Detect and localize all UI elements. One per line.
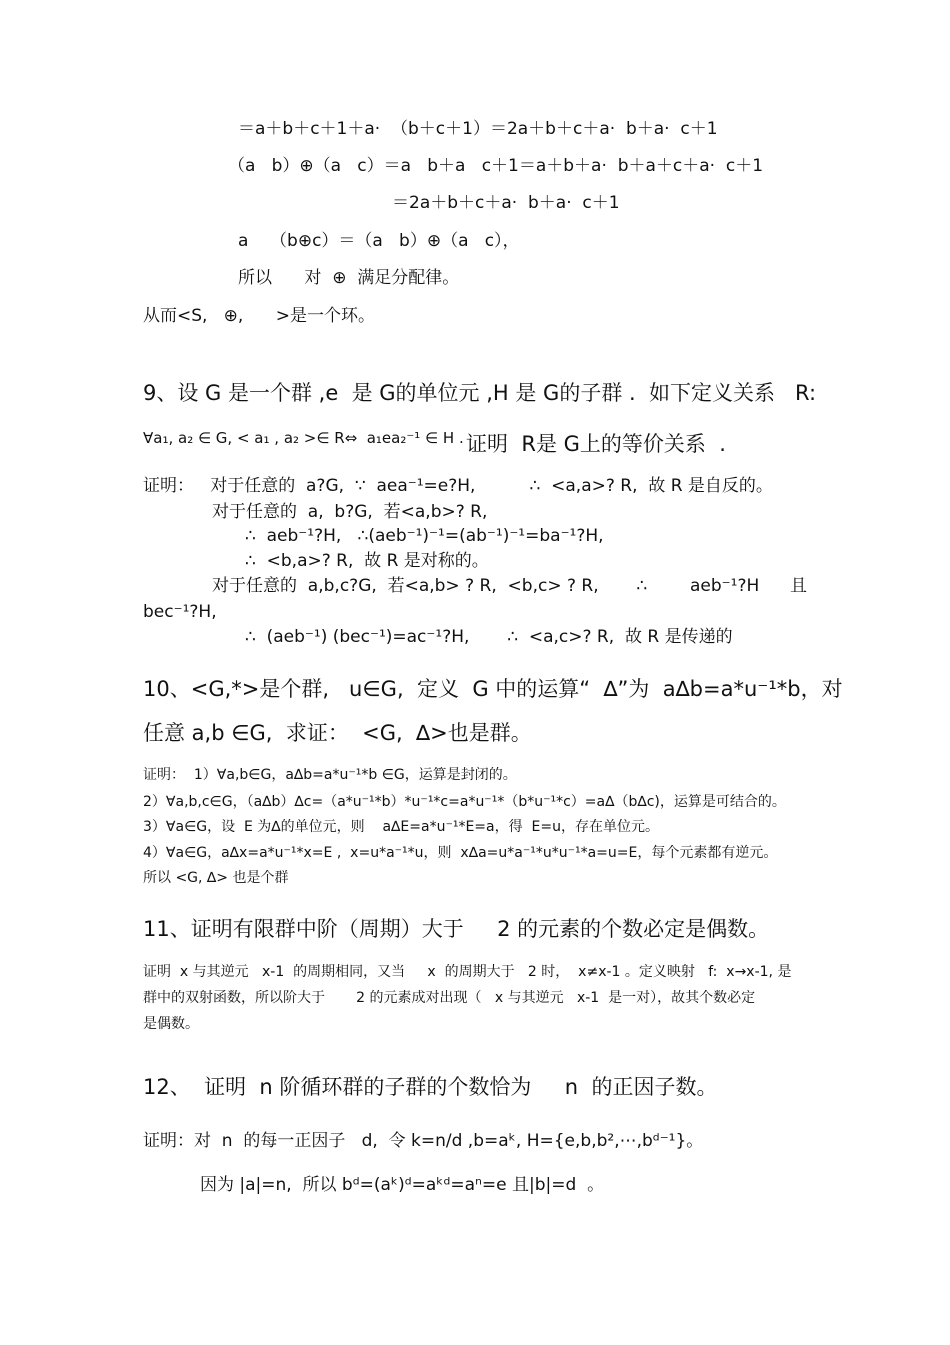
problem-9-relation: ∀a₁, a₂ ∈ G, < a₁ , a₂ >∈ R⇔ a₁ea₂⁻¹ ∈ H . xyxy=(143,429,464,447)
proof-12-line-1: 证明：对 n 的每一正因子 d, 令 k=n/d ,b=aᵏ, H={e,b,b²,⋯,bᵈ⁻¹}。 xyxy=(143,1131,704,1151)
proof-9-transitive-1b: aeb⁻¹?H xyxy=(690,576,760,596)
proof-9-transitive-1c: 且 xyxy=(790,576,807,596)
equation-line-1: ＝a＋b＋c＋1＋a· （b＋c＋1）＝2a＋b＋c＋a· b＋a· c＋1 xyxy=(238,119,718,139)
proof-10-identity: 3）∀a∈G，设 E 为∆的单位元，则 a∆E=a*u⁻¹*E=a，得 E=u，存在单位元。 xyxy=(143,819,659,835)
problem-10-heading-1: 10、<G,*>是个群, u∈G, 定义 G 中的运算“ ∆”为 a∆b=a*u⁻¹*b，对 xyxy=(143,677,843,701)
proof-12-line-2: 因为 |a|=n, 所以 bᵈ=(aᵏ)ᵈ=aᵏᵈ=aⁿ=e 且|b|=d 。 xyxy=(200,1175,605,1195)
proof-9-symmetric-3: ∴ <b,a>? R, 故 R 是对称的。 xyxy=(245,551,489,571)
problem-10-heading-2: 任意 a,b ∈G, 求证： <G, ∆>也是群。 xyxy=(143,721,532,745)
proof-10-conclusion: 所以 <G, ∆> 也是个群 xyxy=(143,870,289,886)
proof-11-line-1: 证明 x 与其逆元 x-1 的周期相同，又当 x 的周期大于 2 时， x≠x-1 。定义映射 f: x→x-1, 是 xyxy=(143,964,792,980)
equation-line-3: ＝2a＋b＋c＋a· b＋a· c＋1 xyxy=(392,193,620,213)
proof-9-transitive-1: 对于任意的 a,b,c?G, 若<a,b> ? R, <b,c> ? R, ∴ xyxy=(212,576,648,596)
proof-9-transitive-2: bec⁻¹?H, xyxy=(143,602,217,622)
proof-10-inverse: 4）∀a∈G，a∆x=a*u⁻¹*x=E , x=u*a⁻¹*u，则 x∆a=u*a⁻¹*u*u⁻¹*a=u=E，每个元素都有逆元。 xyxy=(143,845,778,861)
proof-9-symmetric-2: ∴ aeb⁻¹?H, ∴(aeb⁻¹)⁻¹=(ab⁻¹)⁻¹=ba⁻¹?H, xyxy=(245,526,604,546)
proof-10-associative: 2）∀a,b,c∈G，（a∆b）∆c=（a*u⁻¹*b）*u⁻¹*c=a*u⁻¹*（b*u⁻¹*c）=a∆（b∆c)，运算是可结合的。 xyxy=(143,794,786,810)
problem-11-heading: 11、证明有限群中阶（周期）大于 2 的元素的个数必定是偶数。 xyxy=(143,917,770,941)
problem-9-heading: 9、设 G 是一个群 ,e 是 G的单位元 ,H 是 G的子群 . 如下定义关系 R: xyxy=(143,381,817,405)
distributive-conclusion: 所以 对 ⊕ 满足分配律。 xyxy=(238,268,460,288)
equation-line-2: （a b）⊕（a c）＝a b＋a c＋1＝a＋b＋a· b＋a＋c＋a· c＋1 xyxy=(228,156,764,176)
equation-line-4: a （b⊕c）＝（a b）⊕（a c）， xyxy=(238,231,520,251)
proof-10-closure: 证明： 1）∀a,b∈G，a∆b=a*u⁻¹*b ∈G，运算是封闭的。 xyxy=(143,767,517,783)
proof-11-line-3: 是偶数。 xyxy=(143,1016,199,1032)
proof-11-line-2: 群中的双射函数，所以阶大于 2 的元素成对出现（ x 与其逆元 x-1 是一对），故其个数必定 xyxy=(143,990,756,1006)
proof-9-symmetric-1: 对于任意的 a, b?G, 若<a,b>? R, xyxy=(212,502,488,522)
proof-9-transitive-3: ∴ (aeb⁻¹) (bec⁻¹)=ac⁻¹?H, ∴ <a,c>? R, 故 R 是传递的 xyxy=(245,627,733,647)
problem-9-claim: 证明 R是 G上的等价关系 . xyxy=(466,432,726,456)
proof-9-reflexive: 证明： 对于任意的 a?G, ∵ aea⁻¹=e?H, ∴ <a,a>? R, 故 R 是自反的。 xyxy=(143,476,773,496)
problem-12-heading: 12、 证明 n 阶循环群的子群的个数恰为 n 的正因子数。 xyxy=(143,1075,718,1099)
ring-conclusion: 从而<S, ⊕, >是一个环。 xyxy=(143,306,375,326)
